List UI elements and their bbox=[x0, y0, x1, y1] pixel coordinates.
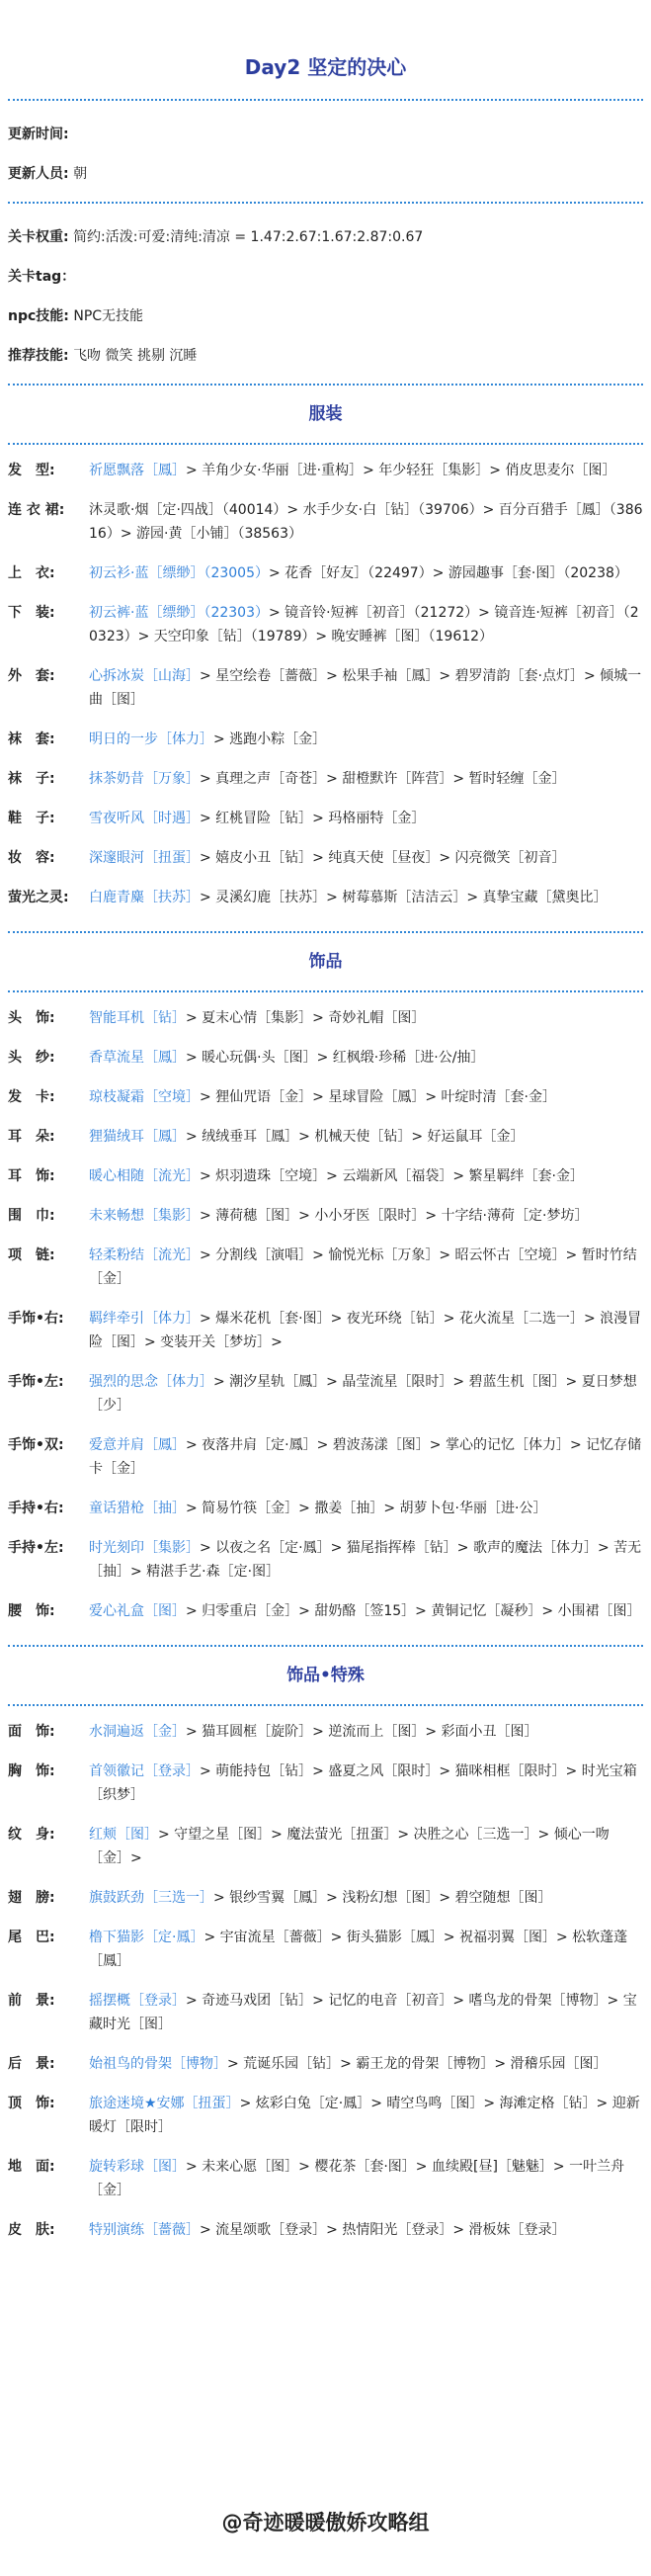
item-values bbox=[89, 1433, 643, 1481]
recommended-item-link[interactable]: 明日的一步［体力］ bbox=[89, 731, 213, 747]
alternative-items: > 以夜之名［定·鳳］> 猫尾指挥棒［钻］> 歌声的魔法［体力］> 苦无［抽］> 精湛手艺·森［定·图］ bbox=[89, 1540, 642, 1580]
list-item bbox=[8, 1244, 643, 1291]
recommended-item-link[interactable]: 首领徽记［登录］ bbox=[89, 1763, 200, 1779]
alternative-items: > 嬉皮小丑［钻］> 纯真天使［昼夜］> 闪亮微笑［初音］ bbox=[200, 850, 566, 866]
slot-label: 围 巾: bbox=[8, 1208, 55, 1224]
alternative-items: > 守望之星［图］> 魔法萤光［扭蛋］> 决胜之心［三选一］> 倾心一吻［金］> bbox=[89, 1827, 610, 1866]
alternative-items: > 逃跑小粽［金］ bbox=[213, 731, 327, 747]
recommended-item-link[interactable]: 狸猫绒耳［鳳］ bbox=[89, 1129, 186, 1145]
list-item bbox=[8, 1370, 643, 1417]
list-item bbox=[8, 1536, 643, 1584]
info-line bbox=[8, 125, 643, 144]
alternative-items: > 归零重启［金］> 甜奶酪［签15］> 黄铜记忆［凝秒］> 小围裙［图］ bbox=[186, 1603, 641, 1619]
list-item bbox=[8, 664, 643, 712]
list-item bbox=[8, 767, 643, 791]
alternative-items: > 绒绒垂耳［鳳］> 机械天使［钻］> 好运鼠耳［金］ bbox=[186, 1129, 525, 1145]
slot-label: 面 饰: bbox=[8, 1724, 55, 1740]
alternative-items: > 流星颂歌［登录］> 热情阳光［登录］> 滑板妹［登录］ bbox=[200, 2222, 566, 2238]
list-item bbox=[8, 561, 643, 585]
list-item bbox=[8, 459, 643, 482]
alternative-items: > 夏末心情［集影］> 奇妙礼帽［图］ bbox=[186, 1010, 426, 1026]
recommended-item-link[interactable]: 旋转彩球［图］ bbox=[89, 2159, 186, 2175]
alternative-items: > 红桃冒险［钻］> 玛格丽特［金］ bbox=[200, 811, 426, 826]
list-item bbox=[8, 1926, 643, 1973]
recommended-item-link[interactable]: 白鹿青麋［扶苏］ bbox=[89, 890, 200, 905]
recommended-item-link[interactable]: 童话猎枪［抽］ bbox=[89, 1501, 186, 1516]
item-values bbox=[89, 2092, 643, 2139]
item-values bbox=[89, 807, 643, 830]
slot-label: 手持•左: bbox=[8, 1540, 64, 1556]
recommended-item-link[interactable]: 旅途迷境★安娜［扭蛋］ bbox=[89, 2096, 240, 2111]
list-item bbox=[8, 728, 643, 751]
item-values bbox=[89, 1125, 643, 1149]
alternative-items: > 未来心愿［图］> 樱花茶［套·图］> 血续殿[昼]［魅魅］> 一叶兰舟［金］ bbox=[89, 2159, 625, 2198]
recommended-item-link[interactable]: 深邃眼河［扭蛋］ bbox=[89, 850, 200, 866]
recommended-item-link[interactable]: 橹下猫影［定·鳳］ bbox=[89, 1930, 204, 1945]
alternative-items: > 暖心玩偶·头［图］> 红枫缎·珍稀［进·公/抽］ bbox=[186, 1050, 485, 1066]
slot-label: 胸 饰: bbox=[8, 1763, 55, 1779]
list-item bbox=[8, 1433, 643, 1481]
recommended-item-link[interactable]: 爱心礼盒［图］ bbox=[89, 1603, 186, 1619]
slot-label: 皮 肤: bbox=[8, 2222, 55, 2238]
info-label: 关卡权重: bbox=[8, 229, 69, 245]
slot-label: 耳 饰: bbox=[8, 1168, 55, 1184]
alternative-items: > 分割线［演唱］> 愉悦光标［万象］> 昭云怀古［空境］> 暂时竹结［金］ bbox=[89, 1247, 637, 1287]
list-item bbox=[8, 1989, 643, 2036]
page-title: Day2 坚定的决心 bbox=[244, 55, 407, 79]
slot-label: 下 装: bbox=[8, 605, 55, 621]
alternative-items: > 炫彩白兔［定·鳳］> 晴空鸟鸣［图］> 海滩定格［钻］> 迎新暖灯［限时］ bbox=[89, 2096, 640, 2135]
info-label: npc技能: bbox=[8, 308, 69, 324]
slot-label: 外 套: bbox=[8, 668, 55, 684]
slot-label: 妆 容: bbox=[8, 850, 55, 866]
slot-label: 手饰•右: bbox=[8, 1311, 64, 1327]
item-values bbox=[89, 1164, 643, 1188]
list-item bbox=[8, 1497, 643, 1520]
alternative-items: > 灵溪幻鹿［扶苏］> 树莓慕斯［洁洁云］> 真挚宝藏［黛奥比］ bbox=[200, 890, 608, 905]
item-values bbox=[89, 498, 643, 546]
info-block-level bbox=[8, 204, 643, 384]
recommended-item-link[interactable]: 心拆冰炭［山海］ bbox=[89, 668, 200, 684]
item-values bbox=[89, 1370, 643, 1417]
recommended-item-link[interactable]: 琼枝凝霜［空境］ bbox=[89, 1089, 200, 1105]
recommended-item-link[interactable]: 智能耳机［钻］ bbox=[89, 1010, 186, 1026]
list-item bbox=[8, 1164, 643, 1188]
slot-label: 手饰•左: bbox=[8, 1374, 64, 1390]
slot-label: 连 衣 裙: bbox=[8, 502, 65, 518]
recommended-item-link[interactable]: 强烈的思念［体力］ bbox=[89, 1374, 213, 1390]
alternative-items: > 狸仙咒语［金］> 星球冒险［鳳］> 叶绽时清［套·金］ bbox=[200, 1089, 556, 1105]
recommended-item-link[interactable]: 祈愿飘落［鳳］ bbox=[89, 463, 186, 478]
list-item bbox=[8, 1085, 643, 1109]
slot-label: 后 景: bbox=[8, 2056, 55, 2072]
list-item bbox=[8, 1307, 643, 1354]
footer-credit: @奇迹暖暖傲娇攻略组 bbox=[221, 2511, 430, 2534]
list-item bbox=[8, 1125, 643, 1149]
slot-label: 纹 身: bbox=[8, 1827, 55, 1843]
alternative-items: > 爆米花机［套·图］> 夜光环绕［钻］> 花火流星［二选一］> 浪漫冒险［图］> 变装开关［梦坊］> bbox=[89, 1311, 642, 1350]
alternative-items: > 潮汐星轨［鳳］> 晶莹流星［限时］> 碧蓝生机［图］> 夏日梦想［少］ bbox=[89, 1374, 637, 1414]
item-values bbox=[89, 1536, 643, 1584]
recommended-item-link[interactable]: 爱意并肩［鳳］ bbox=[89, 1437, 186, 1453]
item-values bbox=[89, 1085, 643, 1109]
alternative-items: > 羊角少女·华丽［进·重构］> 年少轻狂［集影］> 俏皮思麦尔［图］ bbox=[186, 463, 616, 478]
recommended-item-link[interactable]: 初云衫·蓝［缥缈］（23005） bbox=[89, 565, 269, 581]
slot-label: 袜 子: bbox=[8, 771, 55, 787]
slot-label: 头 纱: bbox=[8, 1050, 55, 1066]
alternative-items: > 镜音铃·短裤［初音］（21272）> 镜音连·短裤［初音］（20323）> 天空印象［钻］（19789）> 晚安睡裤［图］（19612） bbox=[89, 605, 639, 644]
section-items bbox=[8, 445, 643, 931]
info-value: 朝 bbox=[73, 166, 88, 182]
item-values bbox=[89, 1823, 643, 1870]
slot-label: 前 景: bbox=[8, 1993, 55, 2009]
slot-label: 尾 巴: bbox=[8, 1930, 55, 1945]
item-values bbox=[89, 1720, 643, 1744]
item-values bbox=[89, 1599, 643, 1623]
slot-label: 手持•右: bbox=[8, 1501, 64, 1516]
list-item bbox=[8, 846, 643, 870]
recommended-item-link[interactable]: 水洞遍返［金］ bbox=[89, 1724, 186, 1740]
alternative-items: > 萌能持包［钻］> 盛夏之风［限时］> 猫咪相框［限时］> 时光宝箱［织梦］ bbox=[89, 1763, 637, 1803]
slot-label: 手饰•双: bbox=[8, 1437, 64, 1453]
slot-label: 翅 膀: bbox=[8, 1890, 55, 1906]
recommended-item-link[interactable]: 旗鼓跃劲［三选一］ bbox=[89, 1890, 213, 1906]
recommended-item-link[interactable]: 特别演练［薔薇］ bbox=[89, 2222, 200, 2238]
info-label: 推荐技能: bbox=[8, 348, 69, 364]
item-values bbox=[89, 1760, 643, 1807]
list-item bbox=[8, 601, 643, 648]
list-item bbox=[8, 2155, 643, 2202]
info-line bbox=[8, 164, 643, 184]
item-values bbox=[89, 1989, 643, 2036]
info-label: 关卡tag： bbox=[8, 269, 76, 285]
recommended-item-link[interactable]: 羁绊牵引［体力］ bbox=[89, 1311, 200, 1327]
info-value: 飞吻 微笑 挑剔 沉睡 bbox=[73, 348, 198, 364]
slot-label: 发 卡: bbox=[8, 1089, 55, 1105]
slot-label: 头 饰: bbox=[8, 1010, 55, 1026]
item-values bbox=[89, 459, 643, 482]
list-item bbox=[8, 1204, 643, 1228]
sections bbox=[8, 384, 643, 2264]
item-values bbox=[89, 1926, 643, 1973]
section-heading: 服装 bbox=[308, 404, 343, 424]
recommended-item-link[interactable]: 未来畅想［集影］ bbox=[89, 1208, 200, 1224]
recommended-item-link[interactable]: 红颊［图］ bbox=[89, 1827, 158, 1843]
slot-label: 地 面: bbox=[8, 2159, 55, 2175]
alternative-items: > 银纱雪翼［鳳］> 浅粉幻想［图］> 碧空随想［图］ bbox=[213, 1890, 552, 1906]
slot-label: 鞋 子: bbox=[8, 811, 55, 826]
slot-label: 发 型: bbox=[8, 463, 55, 478]
item-values bbox=[89, 1006, 643, 1030]
info-line bbox=[8, 346, 643, 366]
recommended-item-link[interactable]: 暖心相随［流光］ bbox=[89, 1168, 200, 1184]
section-items bbox=[8, 1706, 643, 2264]
item-values bbox=[89, 1204, 643, 1228]
list-item bbox=[8, 1006, 643, 1030]
list-item bbox=[8, 1046, 643, 1070]
alternative-items: > 炽羽遗珠［空境］> 云端新风［福袋］> 繁星羁绊［套·金］ bbox=[200, 1168, 584, 1184]
list-item bbox=[8, 1823, 643, 1870]
alternative-items: > 薄荷穗［图］> 小小牙医［限时］> 十字结·薄荷［定·梦坊］ bbox=[200, 1208, 589, 1224]
slot-label: 上 衣: bbox=[8, 565, 55, 581]
item-values bbox=[89, 2052, 643, 2076]
list-item bbox=[8, 886, 643, 909]
item-values bbox=[89, 1886, 643, 1910]
slot-label: 袜 套: bbox=[8, 731, 55, 747]
item-values bbox=[89, 1497, 643, 1520]
info-line bbox=[8, 227, 643, 247]
recommended-item-link[interactable]: 香草流星［鳳］ bbox=[89, 1050, 186, 1066]
info-line bbox=[8, 306, 643, 326]
item-values bbox=[89, 1307, 643, 1354]
list-item bbox=[8, 498, 643, 546]
item-values bbox=[89, 728, 643, 751]
item-values bbox=[89, 561, 643, 585]
item-values bbox=[89, 1046, 643, 1070]
alternative-items: > 猫耳圆框［旋阶］> 逆流而上［图］> 彩面小丑［图］ bbox=[186, 1724, 538, 1740]
info-value: NPC无技能 bbox=[73, 308, 144, 324]
list-item bbox=[8, 1599, 643, 1623]
alternative-items: > 简易竹筷［金］> 撒姜［抽］> 胡萝卜包·华丽［进·公］ bbox=[186, 1501, 547, 1516]
alternative-items: > 真理之声［奇苍］> 甜橙默许［阵营］> 暂时轻缠［金］ bbox=[200, 771, 566, 787]
item-values bbox=[89, 886, 643, 909]
list-item bbox=[8, 1760, 643, 1807]
info-value: 简约:活泼:可爱:清纯:清凉 = 1.47:2.67:1.67:2.87:0.67 bbox=[73, 229, 424, 245]
section-heading: 饰品•特殊 bbox=[286, 1666, 365, 1685]
slot-label: 腰 饰: bbox=[8, 1603, 55, 1619]
recommended-item-link[interactable]: 时光刻印［集影］ bbox=[89, 1540, 200, 1556]
section-heading: 饰品 bbox=[308, 952, 343, 972]
alternative-items: 沐灵歌·烟［定·四战］（40014）> 水手少女·白［钻］（39706）> 百分百猎手［鳳］（38616）> 游园·黄［小铺］（38563） bbox=[89, 502, 643, 542]
section-items bbox=[8, 992, 643, 1645]
item-values bbox=[89, 2218, 643, 2242]
alternative-items: > 花香［好友］（22497）> 游园趣事［套·图］（20238） bbox=[269, 565, 628, 581]
list-item bbox=[8, 807, 643, 830]
slot-label: 项 链: bbox=[8, 1247, 55, 1263]
info-line bbox=[8, 267, 643, 287]
info-label: 更新人员: bbox=[8, 166, 69, 182]
recommended-item-link[interactable]: 雪夜听风［时遇］ bbox=[89, 811, 200, 826]
recommended-item-link[interactable]: 始祖鸟的骨架［博物］ bbox=[89, 2056, 227, 2072]
info-label: 更新时间: bbox=[8, 127, 69, 142]
item-values bbox=[89, 767, 643, 791]
list-item bbox=[8, 2092, 643, 2139]
list-item bbox=[8, 2218, 643, 2242]
item-values bbox=[89, 601, 643, 648]
list-item bbox=[8, 1886, 643, 1910]
item-values bbox=[89, 2155, 643, 2202]
item-values bbox=[89, 664, 643, 712]
recommended-item-link[interactable]: 轻柔粉结［流光］ bbox=[89, 1247, 200, 1263]
alternative-items: > 奇迹马戏团［钻］> 记忆的电音［初音］> 嗜鸟龙的骨架［博物］> 宝藏时光［图］ bbox=[89, 1993, 637, 2032]
list-item bbox=[8, 1720, 643, 1744]
info-block-update bbox=[8, 101, 643, 202]
alternative-items: > 星空绘卷［薔薇］> 松果手袖［鳳］> 碧罗清韵［套·点灯］> 倾城一曲［图］ bbox=[89, 668, 642, 708]
alternative-items: > 荒诞乐园［钻］> 霸王龙的骨架［博物］> 滑稽乐园［图］ bbox=[227, 2056, 608, 2072]
recommended-item-link[interactable]: 初云裤·蓝［缥缈］（22303） bbox=[89, 605, 269, 621]
item-values bbox=[89, 1244, 643, 1291]
recommended-item-link[interactable]: 摇摆概［登录］ bbox=[89, 1993, 186, 2009]
list-item bbox=[8, 2052, 643, 2076]
slot-label: 顶 饰: bbox=[8, 2096, 55, 2111]
slot-label: 萤光之灵: bbox=[8, 890, 69, 905]
alternative-items: > 宇宙流星［薔薇］> 街头猫影［鳳］> 祝福羽翼［图］> 松软蓬蓬［鳳］ bbox=[89, 1930, 628, 1969]
recommended-item-link[interactable]: 抹茶奶昔［万象］ bbox=[89, 771, 200, 787]
item-values bbox=[89, 846, 643, 870]
alternative-items: > 夜落井肩［定·鳳］> 碧波荡漾［图］> 掌心的记忆［体力］> 记忆存储卡［金］ bbox=[89, 1437, 642, 1477]
slot-label: 耳 朵: bbox=[8, 1129, 55, 1145]
